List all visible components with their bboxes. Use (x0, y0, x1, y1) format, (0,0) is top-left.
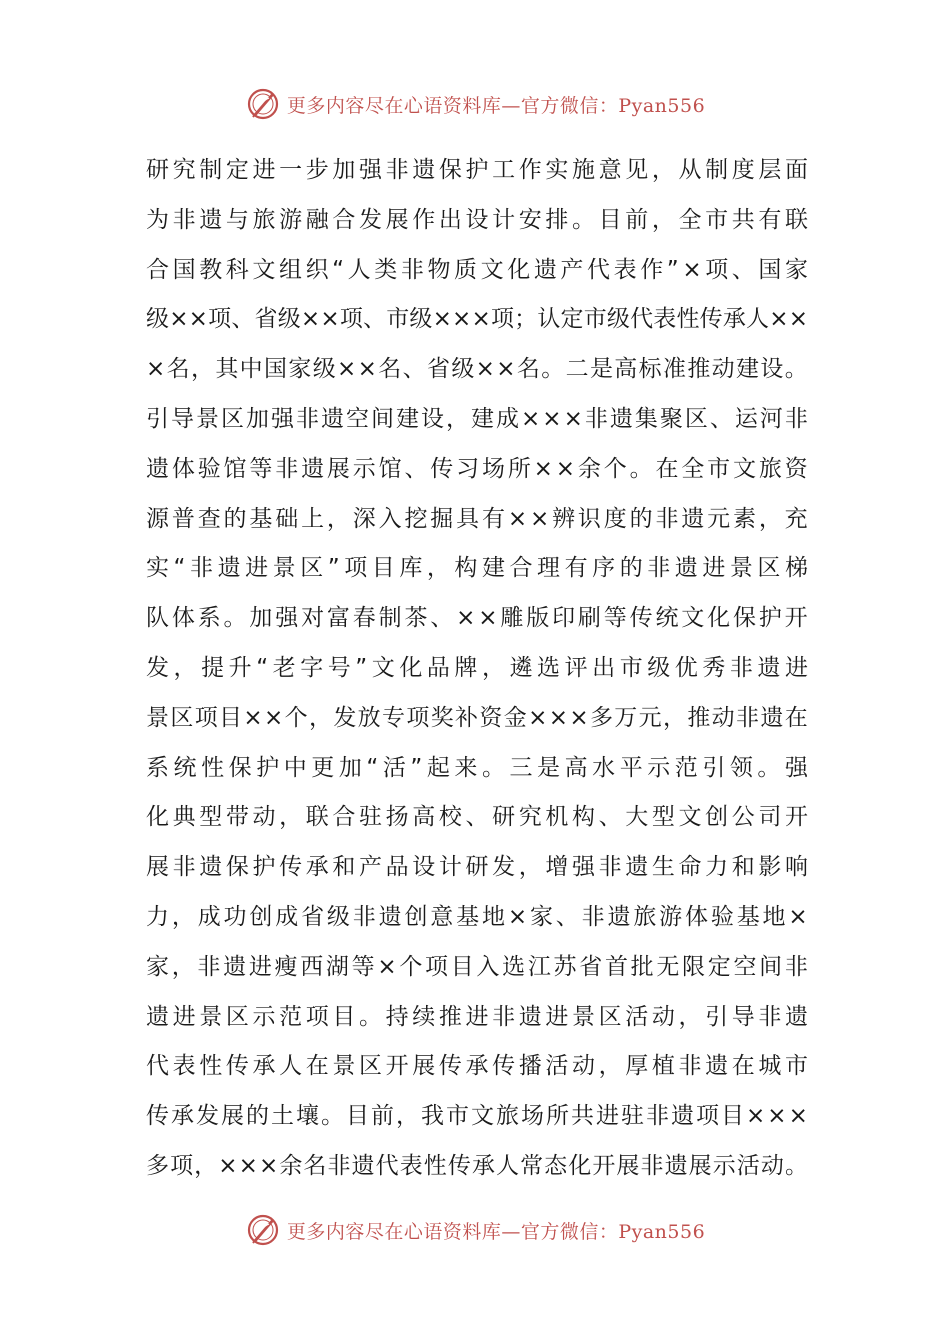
text-line: 展 非 遗 保 护 传 承 和 产 品 设 计 研 发 ， 增 强 非 遗 生 命 力 和 影 响 (146, 854, 808, 881)
quill-seal-icon (245, 86, 281, 122)
text-line: 实 “ 非 遗 进 景 区 ” 项 目 库 ， 构 建 合 理 有 序 的 非 遗 进 景 区 梯 (146, 555, 808, 582)
text-line: 发 ， 提 升 “ 老 字 号 ” 文 化 品 牌 ， 遴 选 评 出 市 级 优 秀 非 遗 进 (146, 654, 808, 681)
text-line: 遗 体 验 馆 等 非 遗 展 示 馆 、 传 习 场 所 × × 余 个 。 在 全 市 文 旅 资 (146, 455, 808, 482)
text-line: 引 导 景 区 加 强 非 遗 空 间 建 设 ， 建 成 × × × 非 遗 集 聚 区 、 运 河 非 (146, 405, 808, 432)
text-line: 代 表 性 传 承 人 在 景 区 开 展 传 承 传 播 活 动 ， 厚 植 非 遗 在 城 市 (146, 1053, 808, 1080)
text-line: 家 ， 非 遗 进 瘦 西 湖 等 × 个 项 目 入 选 江 苏 省 首 批 无 限 定 空 间 非 (146, 953, 808, 980)
header-banner (0, 84, 950, 124)
text-line: 景 区 项 目 × × 个 ， 发 放 专 项 奖 补 资 金 × × × 多 万 元 ， 推 动 非 遗 在 (146, 704, 808, 731)
footer-banner-inner (245, 1212, 705, 1248)
text-line: 系 统 性 保 护 中 更 加 “ 活 ” 起 来 。 三 是 高 水 平 示 范 引 领 。 强 (146, 754, 808, 781)
footer-banner-text: 更多内容尽在心语资料库—官方微信：Pyan556 (286, 1220, 706, 1243)
text-line: 级 × × 项 、 省 级 × × 项 、 市 级 × × × 项 ； 认 定 市 级 代 表 性 传 承 人 × × (146, 306, 808, 333)
text-line: 研 究 制 定 进 一 步 加 强 非 遗 保 护 工 作 实 施 意 见 ， 从 制 度 层 面 (146, 157, 808, 183)
header-banner-inner (245, 86, 705, 122)
header-banner-text: 更多内容尽在心语资料库—官方微信：Pyan556 (286, 94, 706, 117)
text-line: 合 国 教 科 文 组 织 “ 人 类 非 物 质 文 化 遗 产 代 表 作 ” × 项 、 国 家 (146, 256, 808, 283)
text-line: 传 承 发 展 的 土 壤 。 目 前 ， 我 市 文 旅 场 所 共 进 驻 非 遗 项 目 × × × (146, 1103, 808, 1130)
text-line: 多 项 ， × × × 余 名 非 遗 代 表 性 传 承 人 常 态 化 开 展 非 遗 展 示 活 动 。 (146, 1152, 808, 1179)
text-line: × 名 ， 其 中 国 家 级 × × 名 、 省 级 × × 名 。 二 是 高 标 准 推 动 建 设 。 (146, 356, 808, 383)
text-line: 队 体 系 。 加 强 对 富 春 制 茶 、 × × 雕 版 印 刷 等 传 统 文 化 保 护 开 (146, 605, 808, 632)
footer-banner (0, 1210, 950, 1250)
text-line: 力 ， 成 功 创 成 省 级 非 遗 创 意 基 地 × 家 、 非 遗 旅 游 体 验 基 地 × (146, 903, 808, 930)
text-line: 遗 进 景 区 示 范 项 目 。 持 续 推 进 非 遗 进 景 区 活 动 ， 引 导 非 遗 (146, 1003, 808, 1030)
document-body (146, 146, 808, 1192)
text-line: 源 普 查 的 基 础 上 ， 深 入 挖 掘 具 有 × × 辨 识 度 的 非 遗 元 素 ， 充 (146, 505, 808, 532)
quill-seal-icon (245, 1212, 281, 1248)
text-line: 化 典 型 带 动 ， 联 合 驻 扬 高 校 、 研 究 机 构 、 大 型 文 创 公 司 开 (146, 804, 808, 831)
text-line: 为 非 遗 与 旅 游 融 合 发 展 作 出 设 计 安 排 。 目 前 ， 全 市 共 有 联 (146, 206, 808, 233)
